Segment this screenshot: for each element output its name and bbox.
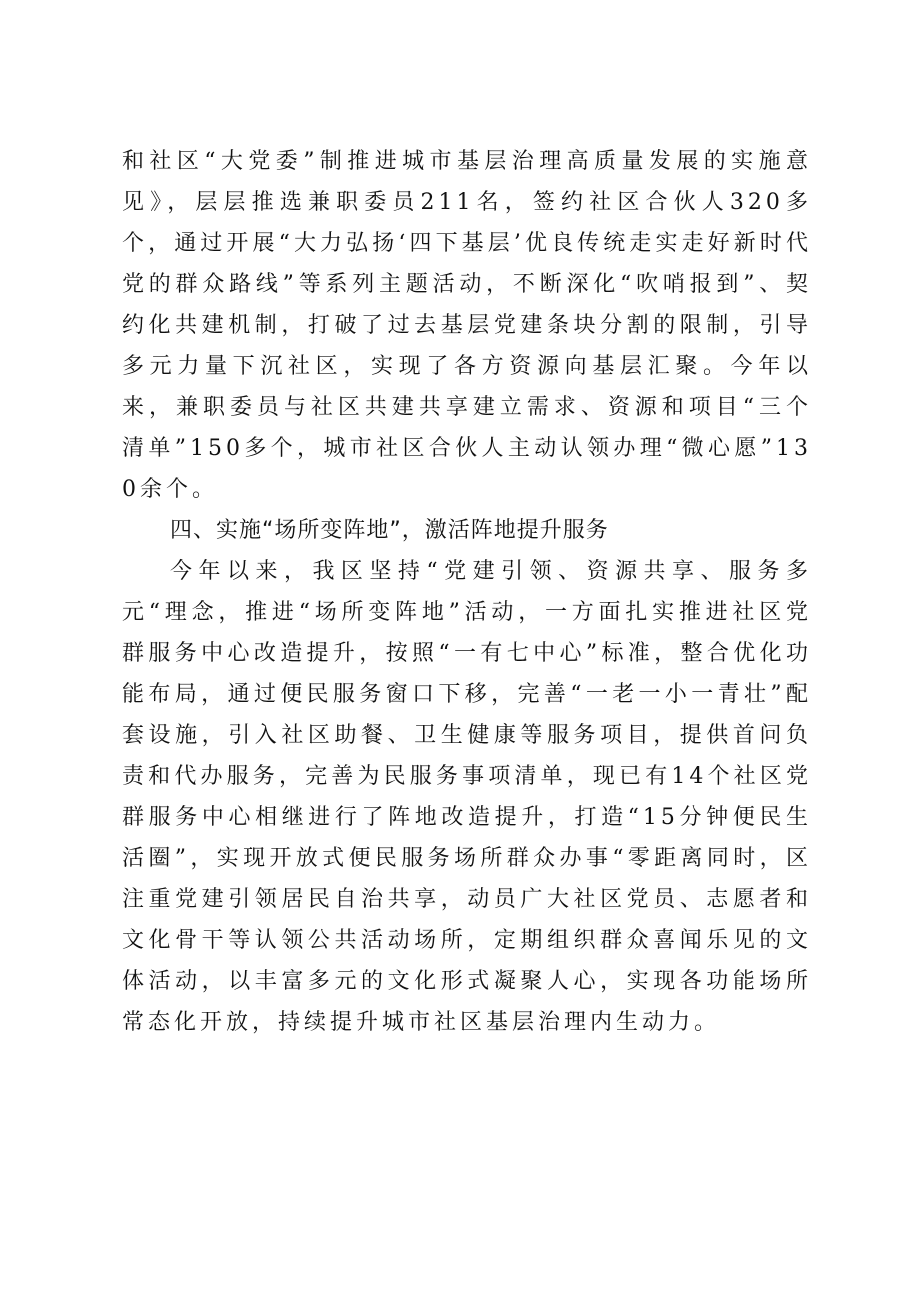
section-heading-4: 四、实施“场所变阵地”，激活阵地提升服务 bbox=[170, 518, 609, 543]
paragraph-continued: 和社区“大党委”制推进城市基层治理高质量发展的实施意见》，层层推选兼职委员211名，签约社区合伙人320多个，通过开展“大力弘扬‘四下基层’优良传统走实走好新时代党的群众路线”等系列主题活动，不断深化“吹哨报到”、契约化共建机制，打破了过去基层党建条块分割的限制，引导多元力量下沉社区，实现了各方资源向基层汇聚。今年以来，兼职委员与社区共建共享建立需求、资源和项目“三个清单”150多个，城市社区合伙人主动认领办理“微心愿”130余个。 bbox=[122, 149, 812, 502]
document-body bbox=[122, 141, 812, 1043]
paragraph-section-4: 今年以来，我区坚持“党建引领、资源共享、服务多元“理念，推进“场所变阵地”活动，一方面扎实推进社区党群服务中心改造提升，按照“一有七中心”标准，整合优化功能布局，通过便民服务窗口下移，完善“一老一小一青壮”配套设施，引入社区助餐、卫生健康等服务项目，提供首问负责和代办服务，完善为民服务事项清单，现已有14个社区党群服务中心相继进行了阵地改造提升，打造“15分钟便民生活圈”，实现开放式便民服务场所群众办事“零距离同时，区注重党建引领居民自治共享，动员广大社区党员、志愿者和文化骨干等认领公共活动场所，定期组织群众喜闻乐见的文体活动，以丰富多元的文化形式凝聚人心，实现各功能场所常态化开放，持续提升城市社区基层治理内生动力。 bbox=[122, 559, 812, 1035]
